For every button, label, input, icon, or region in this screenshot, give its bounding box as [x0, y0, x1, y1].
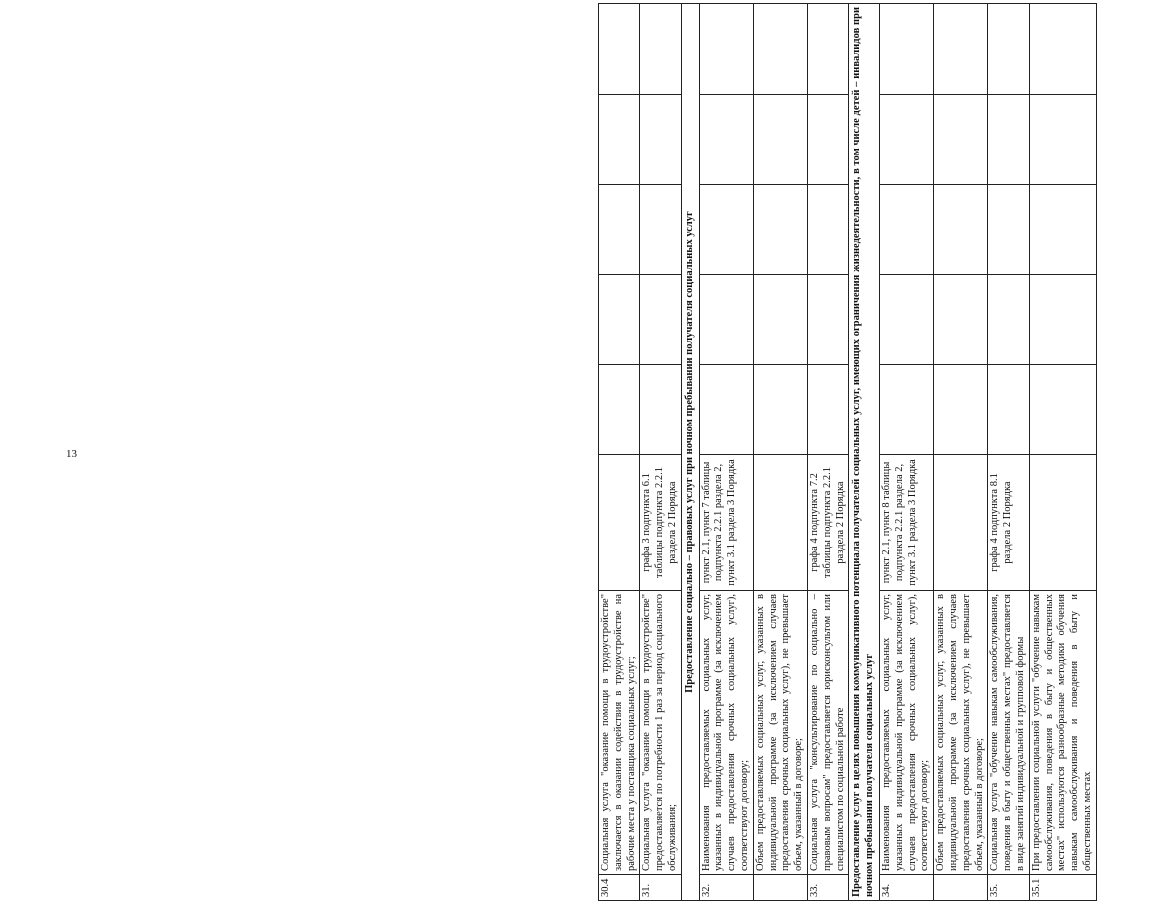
empty-cell [1029, 95, 1096, 185]
row-number: 35.1 [1029, 875, 1096, 901]
criterion-text: Социальная услуга "оказание помощи в трудоустройстве" заключается в оказании содействия в трудоустройстве на рабочие места у поставщика социальных услуг; [599, 591, 640, 875]
regulation-reference [753, 455, 807, 591]
empty-cell [807, 365, 848, 455]
table-row [879, 4, 933, 901]
criterion-text: Наименования предоставляемых социальных услуг, указанных в индивидуальной программе (за исключением случаев предоставления срочных социальных услуг), соответствуют договору; [879, 591, 933, 875]
criterion-text: Наименования предоставляемых социальных услуг, указанных в индивидуальной программе (за исключением случаев предоставления срочных социальных услуг), соответствуют договору; [699, 591, 753, 875]
empty-cell [1029, 365, 1096, 455]
empty-cell [807, 275, 848, 365]
row-number: 32. [699, 875, 753, 901]
row-number [753, 875, 807, 901]
empty-cell [934, 275, 988, 365]
empty-cell [988, 365, 1029, 455]
table-row [807, 4, 848, 901]
empty-cell [988, 95, 1029, 185]
empty-cell [753, 185, 807, 275]
empty-cell [879, 4, 933, 95]
criterion-text: Социальная услуга "консультирование по социально – правовым вопросам" предоставляется юрисконсультом или специалистом по социальной работе [807, 591, 848, 875]
criterion-text: Социальная услуга "обучение навыкам самообслуживания, поведения в быту и общественных местах" предоставляется в виде занятий индивидуальной и групповой формы [988, 591, 1029, 875]
row-number [934, 875, 988, 901]
regulation-reference: графа 4 подпункта 8.1 раздела 2 Порядка [988, 455, 1029, 591]
regulation-reference: пункт 2.1, пункт 7 таблицы подпункта 2.2.1 раздела 2, пункт 3.1 раздела 3 Порядка [699, 455, 753, 591]
empty-cell [599, 95, 640, 185]
empty-cell [879, 365, 933, 455]
empty-cell [599, 275, 640, 365]
page-number: 13 [66, 448, 77, 460]
empty-cell [988, 185, 1029, 275]
empty-cell [879, 275, 933, 365]
section-title: Предоставление социально – правовых услуг при ночном пребывании получателя социальных услуг [681, 4, 699, 901]
empty-cell [988, 275, 1029, 365]
empty-cell [599, 185, 640, 275]
section-header-row [681, 4, 699, 901]
table-row [640, 4, 681, 901]
empty-cell [934, 95, 988, 185]
empty-cell [753, 275, 807, 365]
criterion-text: Объем предоставляемых социальных услуг, указанных в индивидуальной программе (за исключением случаев предоставления срочных социальных услуг), не превышает объем, указанный в договоре; [934, 591, 988, 875]
empty-cell [753, 365, 807, 455]
empty-cell [807, 185, 848, 275]
empty-cell [640, 4, 681, 95]
regulation-reference [1029, 455, 1096, 591]
empty-cell [640, 275, 681, 365]
empty-cell [699, 365, 753, 455]
criterion-text: При предоставлении социальной услуги "обучение навыкам самообслуживания, поведения в быту и общественных местах" используются разнообразные методики обучения навыкам самообслуживания и поведения в быту и общественных местах [1029, 591, 1096, 875]
empty-cell [753, 4, 807, 95]
empty-cell [699, 95, 753, 185]
empty-cell [934, 185, 988, 275]
empty-cell [599, 4, 640, 95]
empty-cell [640, 95, 681, 185]
table-row [699, 4, 753, 901]
empty-cell [807, 95, 848, 185]
empty-cell [753, 95, 807, 185]
regulation-reference: графа 3 подпункта 6.1 таблицы подпункта 2.2.1 раздела 2 Порядка [640, 455, 681, 591]
regulation-reference: графа 4 подпункта 7.2 таблицы подпункта 2.2.1 раздела 2 Порядка [807, 455, 848, 591]
empty-cell [1029, 185, 1096, 275]
empty-cell [988, 4, 1029, 95]
empty-cell [934, 365, 988, 455]
document-table-rotated [598, 0, 1160, 905]
empty-cell [807, 4, 848, 95]
empty-cell [934, 4, 988, 95]
empty-cell [699, 185, 753, 275]
table-row [934, 4, 988, 901]
table-row [599, 4, 640, 901]
empty-cell [699, 4, 753, 95]
row-number: 31. [640, 875, 681, 901]
empty-cell [879, 95, 933, 185]
regulation-reference: пункт 2.1, пункт 8 таблицы подпункта 2.2.1 раздела 2, пункт 3.1 раздела 3 Порядка [879, 455, 933, 591]
section-title: Предоставление услуг в целях повышения коммуникативного потенциала получателей социальных услуг, имеющих ограничения жизнедеятельности, в том числе детей – инвалидов при ночном пребывании получателя социальных услуг [849, 4, 880, 901]
table-row [753, 4, 807, 901]
criterion-text: Социальная услуга "оказание помощи в трудоустройстве" предоставляется по потребности 1 раз за период социального обслуживания; [640, 591, 681, 875]
empty-cell [879, 185, 933, 275]
empty-cell [599, 365, 640, 455]
empty-cell [640, 185, 681, 275]
table-row [988, 4, 1029, 901]
criteria-table [598, 3, 1097, 901]
row-number: 30.4 [599, 875, 640, 901]
table-row [1029, 4, 1096, 901]
row-number: 35. [988, 875, 1029, 901]
empty-cell [1029, 275, 1096, 365]
row-number: 34. [879, 875, 933, 901]
criterion-text: Объем предоставляемых социальных услуг, указанных в индивидуальной программе (за исключением случаев предоставления срочных социальных услуг), не превышает объем, указанный в договоре; [753, 591, 807, 875]
empty-cell [1029, 4, 1096, 95]
regulation-reference [934, 455, 988, 591]
empty-cell [640, 365, 681, 455]
empty-cell [699, 275, 753, 365]
row-number: 33. [807, 875, 848, 901]
regulation-reference [599, 455, 640, 591]
section-header-row [849, 4, 880, 901]
